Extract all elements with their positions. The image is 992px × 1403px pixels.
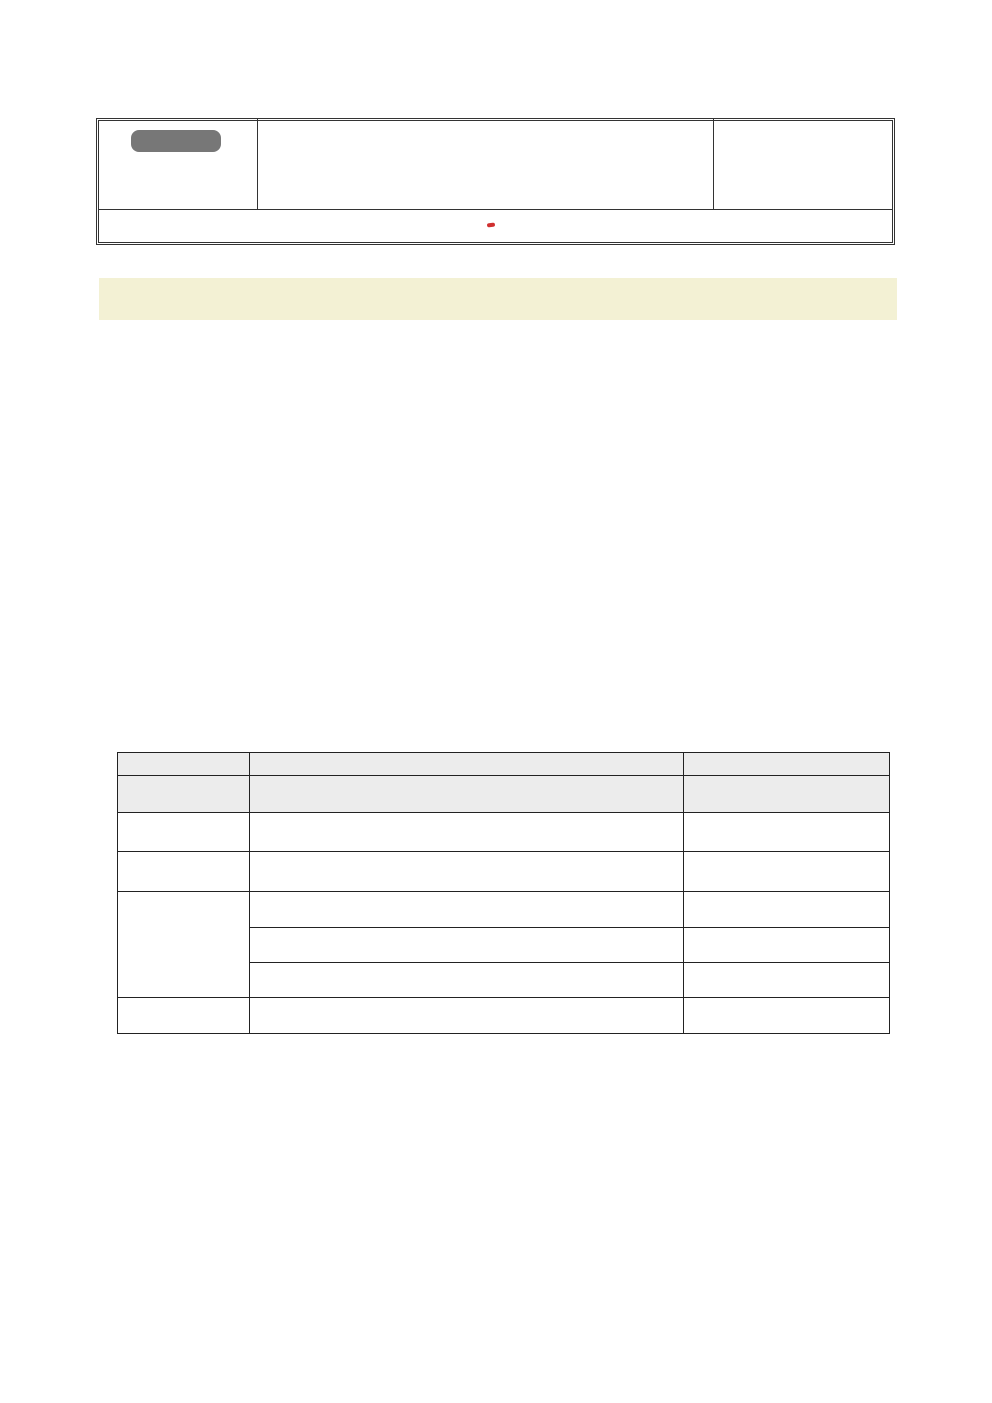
innovation-school-stamp-icon bbox=[486, 222, 494, 227]
content-cell bbox=[249, 998, 683, 1034]
banner-color-stripe-top bbox=[99, 270, 897, 278]
time-cell bbox=[118, 813, 250, 852]
time-cell bbox=[118, 852, 250, 892]
content-cell bbox=[249, 963, 683, 998]
place-cell bbox=[684, 963, 890, 998]
content-cell bbox=[249, 813, 683, 852]
place-cell bbox=[684, 852, 890, 892]
page-title bbox=[258, 118, 713, 210]
slogan bbox=[96, 214, 895, 235]
content-cell bbox=[249, 892, 683, 928]
content-cell bbox=[249, 852, 683, 892]
header-time bbox=[118, 753, 250, 776]
header-content bbox=[249, 753, 683, 776]
header-place bbox=[684, 753, 890, 776]
table-row bbox=[118, 852, 890, 892]
contact-cell bbox=[713, 118, 895, 210]
time-cell bbox=[118, 892, 250, 998]
motto-badge bbox=[131, 130, 221, 152]
place-cell bbox=[684, 892, 890, 928]
table-row bbox=[118, 998, 890, 1034]
place-cell bbox=[684, 998, 890, 1034]
table-row bbox=[118, 776, 890, 813]
info-item-place bbox=[93, 605, 893, 625]
time-cell bbox=[118, 998, 250, 1034]
info-item-date bbox=[93, 582, 893, 602]
content-cell bbox=[249, 776, 683, 813]
table-header-row bbox=[118, 753, 890, 776]
notice-title bbox=[99, 278, 897, 320]
content-cell bbox=[249, 928, 683, 963]
time-cell bbox=[118, 776, 250, 813]
info-item-participants bbox=[93, 674, 893, 694]
place-cell bbox=[684, 813, 890, 852]
table-row bbox=[118, 892, 890, 928]
banner-color-stripe-bottom bbox=[99, 320, 897, 328]
place-cell bbox=[684, 776, 890, 813]
header-divider bbox=[99, 209, 892, 210]
place-cell bbox=[684, 928, 890, 963]
table-row bbox=[118, 813, 890, 852]
info-item-teachers bbox=[93, 628, 893, 648]
info-item-instructors bbox=[93, 651, 893, 671]
schedule-table bbox=[117, 752, 890, 1034]
